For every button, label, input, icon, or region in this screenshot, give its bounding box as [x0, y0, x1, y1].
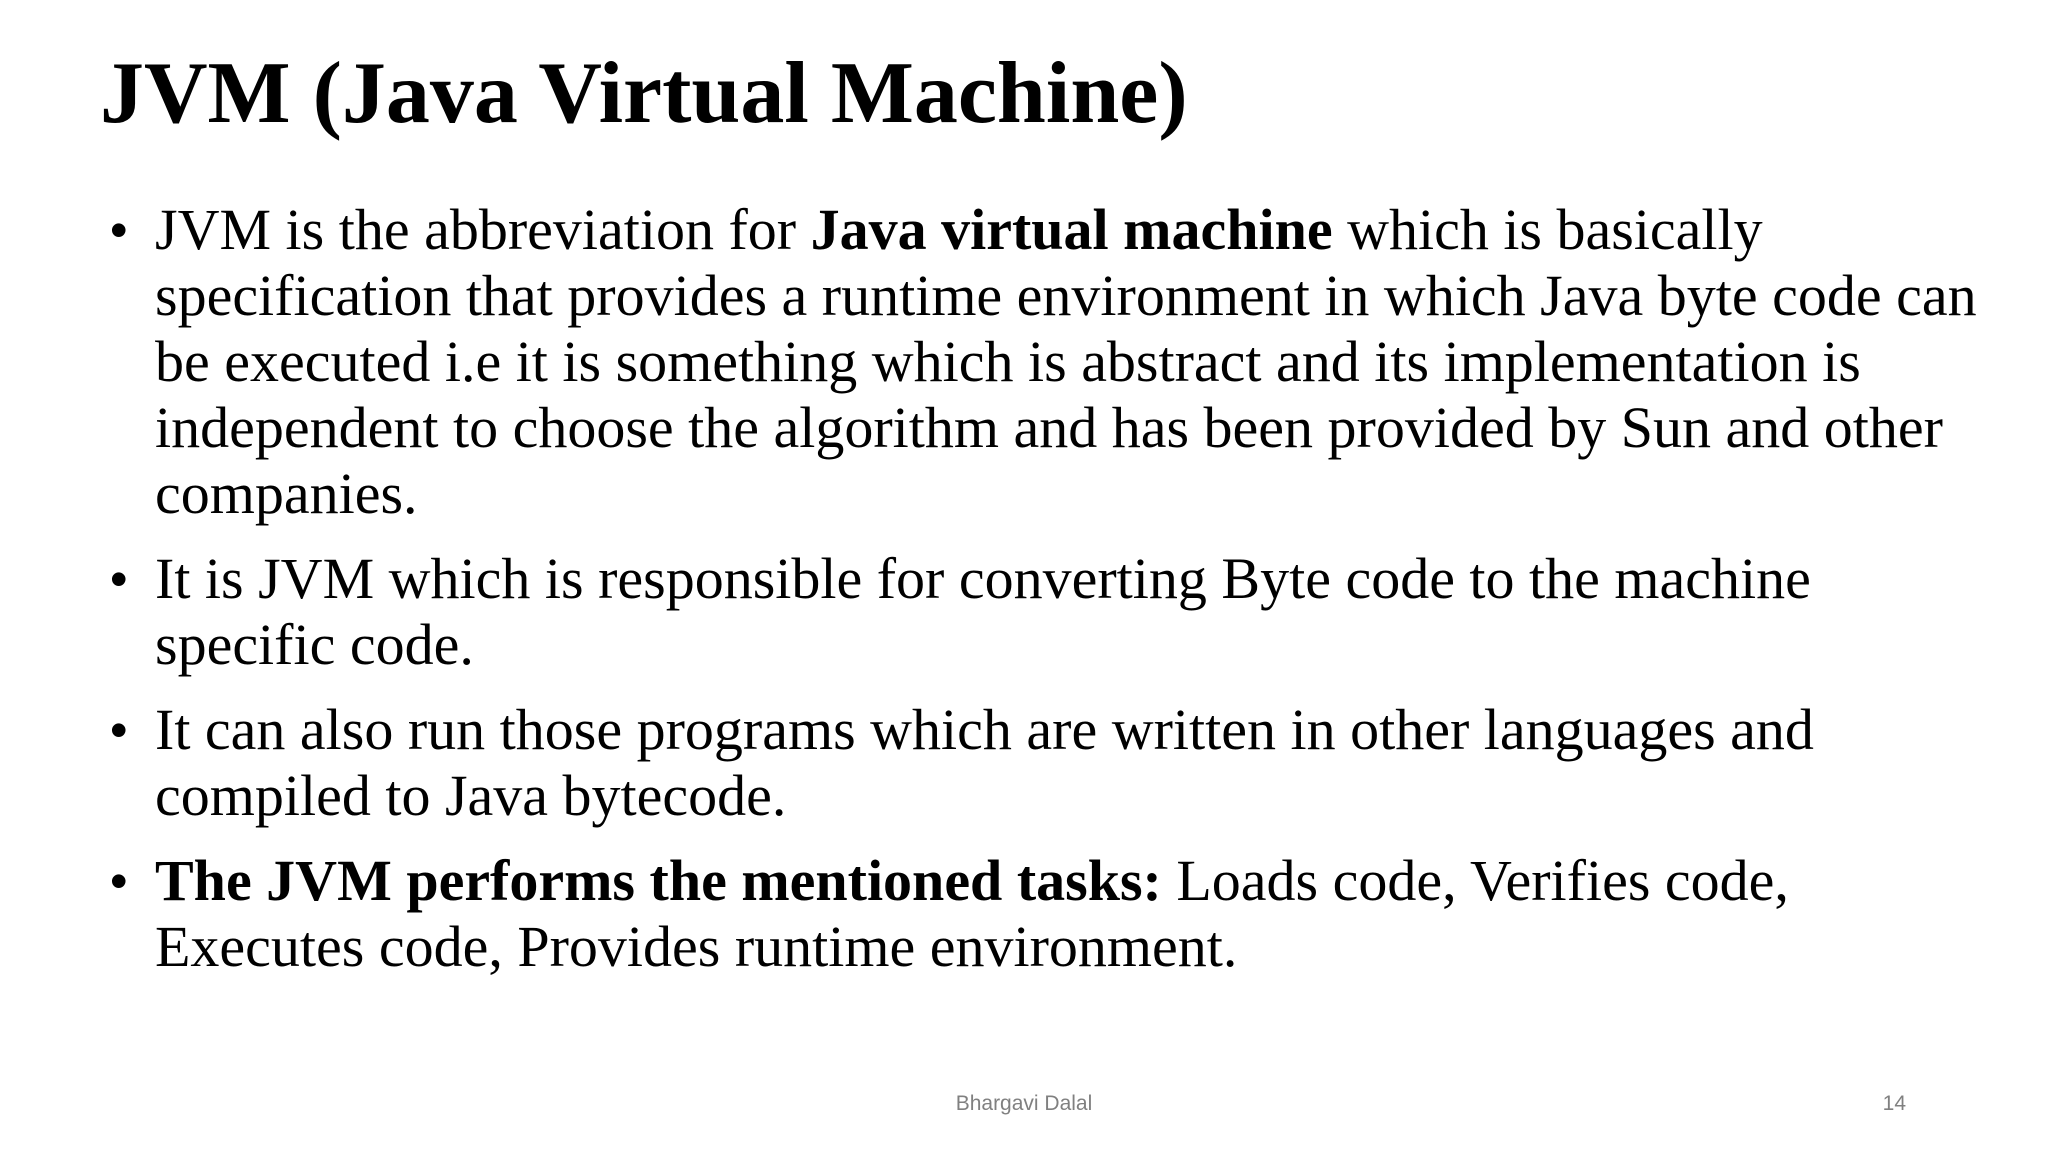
- bullet-text-rest: which is basically specification that provides a runtime environment in which Java byte code can be executed i.e it is something which is abstract and its implementation is independent to choose the algorithm and has been provided by Sun and other companies.: [155, 197, 1977, 526]
- bullet-list: [0, 197, 2048, 999]
- slide-title: JVM (Java Virtual Machine): [100, 45, 1188, 142]
- slide-page-number: 14: [1882, 1092, 1906, 1115]
- bullet-text: [155, 848, 1990, 980]
- bullet-dot-icon: •: [110, 202, 128, 258]
- bullet-item-jvm-definition: [0, 197, 1990, 527]
- bullet-dot-icon: •: [110, 551, 128, 607]
- bullet-text-emphasis: The JVM performs the mentioned tasks:: [155, 848, 1162, 913]
- bullet-dot-icon: •: [110, 702, 128, 758]
- bullet-item-other-languages: [0, 697, 1990, 829]
- footer-author: Bhargavi Dalal: [955, 1092, 1093, 1115]
- bullet-dot-icon: •: [110, 853, 128, 909]
- bullet-text: [155, 197, 1990, 527]
- bullet-text-emphasis: Java virtual machine: [810, 197, 1333, 262]
- bullet-text-lead: JVM is the abbreviation for: [155, 197, 811, 262]
- bullet-text: It is JVM which is responsible for converting Byte code to the machine specific code.: [155, 546, 1811, 677]
- bullet-item-jvm-tasks: [0, 848, 1990, 980]
- bullet-item-bytecode-conversion: [0, 546, 1990, 678]
- bullet-text: It can also run those programs which are written in other languages and compiled to Java bytecode.: [155, 697, 1814, 828]
- bullet-text-rest: Loads code, Verifies code, Executes code, Provides runtime environment.: [155, 848, 1789, 979]
